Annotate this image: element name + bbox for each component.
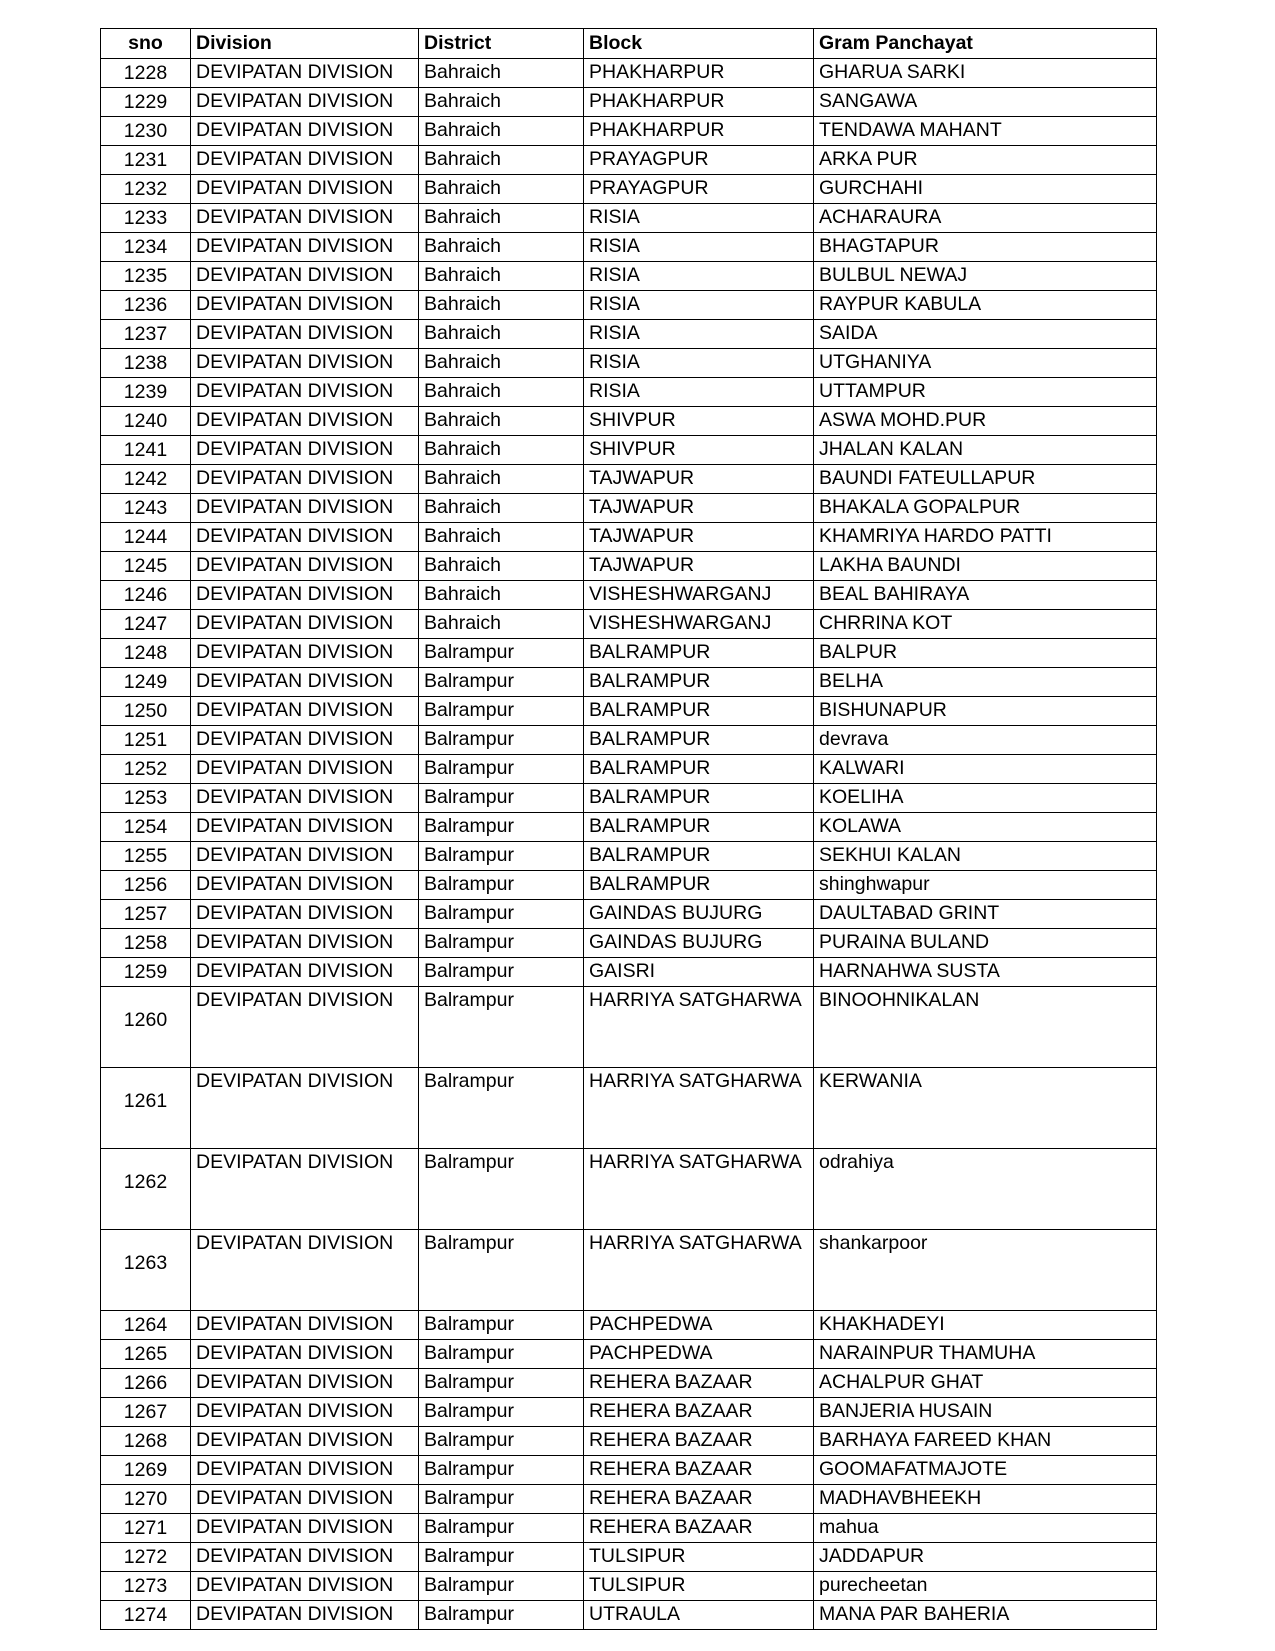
cell-sno: 1236: [101, 291, 191, 320]
cell-block: TULSIPUR: [584, 1543, 814, 1572]
cell-block: PRAYAGPUR: [584, 146, 814, 175]
table-row: [101, 929, 1157, 958]
cell-block: PACHPEDWA: [584, 1340, 814, 1369]
cell-block: BALRAMPUR: [584, 755, 814, 784]
cell-division: DEVIPATAN DIVISION: [191, 842, 419, 871]
cell-sno: 1271: [101, 1514, 191, 1543]
table-row: [101, 1485, 1157, 1514]
cell-gram-panchayat: ACHALPUR GHAT: [814, 1369, 1157, 1398]
cell-division: DEVIPATAN DIVISION: [191, 262, 419, 291]
cell-sno: 1265: [101, 1340, 191, 1369]
cell-gram-panchayat: KERWANIA: [814, 1068, 1157, 1149]
cell-sno: 1254: [101, 813, 191, 842]
cell-sno: 1235: [101, 262, 191, 291]
cell-gram-panchayat: SAIDA: [814, 320, 1157, 349]
cell-sno: 1229: [101, 88, 191, 117]
cell-block: RISIA: [584, 320, 814, 349]
cell-sno: 1241: [101, 436, 191, 465]
cell-block: RISIA: [584, 262, 814, 291]
cell-block: RISIA: [584, 233, 814, 262]
cell-gram-panchayat: ACHARAURA: [814, 204, 1157, 233]
cell-district: Balrampur: [419, 900, 584, 929]
cell-division: DEVIPATAN DIVISION: [191, 291, 419, 320]
table-row: [101, 349, 1157, 378]
cell-sno: 1257: [101, 900, 191, 929]
cell-gram-panchayat: GURCHAHI: [814, 175, 1157, 204]
cell-division: DEVIPATAN DIVISION: [191, 1230, 419, 1311]
cell-district: Bahraich: [419, 262, 584, 291]
cell-gram-panchayat: mahua: [814, 1514, 1157, 1543]
cell-district: Bahraich: [419, 465, 584, 494]
cell-gram-panchayat: devrava: [814, 726, 1157, 755]
cell-division: DEVIPATAN DIVISION: [191, 1149, 419, 1230]
cell-block: TAJWAPUR: [584, 465, 814, 494]
cell-division: DEVIPATAN DIVISION: [191, 204, 419, 233]
cell-division: DEVIPATAN DIVISION: [191, 1543, 419, 1572]
table-row: [101, 1340, 1157, 1369]
table-row: [101, 784, 1157, 813]
cell-district: Balrampur: [419, 668, 584, 697]
cell-gram-panchayat: UTGHANIYA: [814, 349, 1157, 378]
cell-district: Balrampur: [419, 755, 584, 784]
cell-sno: 1240: [101, 407, 191, 436]
cell-district: Bahraich: [419, 378, 584, 407]
cell-district: Balrampur: [419, 1068, 584, 1149]
cell-division: DEVIPATAN DIVISION: [191, 146, 419, 175]
table-row: [101, 175, 1157, 204]
cell-gram-panchayat: SANGAWA: [814, 88, 1157, 117]
cell-district: Balrampur: [419, 639, 584, 668]
cell-gram-panchayat: BINOOHNIKALAN: [814, 987, 1157, 1068]
table-row: [101, 262, 1157, 291]
cell-block: BALRAMPUR: [584, 871, 814, 900]
cell-district: Balrampur: [419, 1572, 584, 1601]
cell-sno: 1253: [101, 784, 191, 813]
gram-panchayat-table: [100, 28, 1157, 1630]
table-row: [101, 1230, 1157, 1311]
cell-division: DEVIPATAN DIVISION: [191, 1572, 419, 1601]
cell-district: Balrampur: [419, 1485, 584, 1514]
cell-gram-panchayat: MADHAVBHEEKH: [814, 1485, 1157, 1514]
cell-gram-panchayat: BANJERIA HUSAIN: [814, 1398, 1157, 1427]
cell-block: HARRIYA SATGHARWA: [584, 1149, 814, 1230]
cell-district: Balrampur: [419, 1311, 584, 1340]
table-row: [101, 697, 1157, 726]
cell-sno: 1247: [101, 610, 191, 639]
cell-sno: 1259: [101, 958, 191, 987]
cell-gram-panchayat: RAYPUR KABULA: [814, 291, 1157, 320]
cell-district: Balrampur: [419, 697, 584, 726]
table-row: [101, 1149, 1157, 1230]
cell-district: Bahraich: [419, 233, 584, 262]
cell-district: Bahraich: [419, 349, 584, 378]
cell-district: Bahraich: [419, 88, 584, 117]
cell-division: DEVIPATAN DIVISION: [191, 233, 419, 262]
cell-block: GAISRI: [584, 958, 814, 987]
cell-division: DEVIPATAN DIVISION: [191, 59, 419, 88]
cell-gram-panchayat: NARAINPUR THAMUHA: [814, 1340, 1157, 1369]
cell-division: DEVIPATAN DIVISION: [191, 987, 419, 1068]
cell-division: DEVIPATAN DIVISION: [191, 639, 419, 668]
cell-block: VISHESHWARGANJ: [584, 581, 814, 610]
cell-gram-panchayat: GHARUA SARKI: [814, 59, 1157, 88]
cell-district: Bahraich: [419, 175, 584, 204]
cell-block: REHERA BAZAAR: [584, 1456, 814, 1485]
table-row: [101, 291, 1157, 320]
cell-sno: 1234: [101, 233, 191, 262]
cell-division: DEVIPATAN DIVISION: [191, 1340, 419, 1369]
table-row: [101, 1601, 1157, 1630]
cell-sno: 1260: [101, 987, 191, 1068]
cell-gram-panchayat: BEAL BAHIRAYA: [814, 581, 1157, 610]
table-row: [101, 407, 1157, 436]
cell-division: DEVIPATAN DIVISION: [191, 668, 419, 697]
cell-district: Balrampur: [419, 784, 584, 813]
cell-gram-panchayat: odrahiya: [814, 1149, 1157, 1230]
cell-block: RISIA: [584, 204, 814, 233]
cell-block: BALRAMPUR: [584, 639, 814, 668]
cell-division: DEVIPATAN DIVISION: [191, 494, 419, 523]
cell-division: DEVIPATAN DIVISION: [191, 813, 419, 842]
table-row: [101, 639, 1157, 668]
table-header: [101, 29, 1157, 59]
table-row: [101, 88, 1157, 117]
cell-sno: 1230: [101, 117, 191, 146]
cell-sno: 1252: [101, 755, 191, 784]
cell-gram-panchayat: KOLAWA: [814, 813, 1157, 842]
cell-district: Balrampur: [419, 1398, 584, 1427]
cell-sno: 1262: [101, 1149, 191, 1230]
table-row: [101, 581, 1157, 610]
cell-sno: 1249: [101, 668, 191, 697]
table-row: [101, 320, 1157, 349]
cell-gram-panchayat: ARKA PUR: [814, 146, 1157, 175]
cell-gram-panchayat: BALPUR: [814, 639, 1157, 668]
cell-gram-panchayat: KALWARI: [814, 755, 1157, 784]
cell-division: DEVIPATAN DIVISION: [191, 1514, 419, 1543]
cell-district: Bahraich: [419, 204, 584, 233]
table-row: [101, 668, 1157, 697]
cell-sno: 1238: [101, 349, 191, 378]
cell-gram-panchayat: CHRRINA KOT: [814, 610, 1157, 639]
table-row: [101, 117, 1157, 146]
cell-block: SHIVPUR: [584, 436, 814, 465]
cell-sno: 1244: [101, 523, 191, 552]
cell-sno: 1232: [101, 175, 191, 204]
table-row: [101, 900, 1157, 929]
cell-division: DEVIPATAN DIVISION: [191, 1601, 419, 1630]
cell-block: VISHESHWARGANJ: [584, 610, 814, 639]
cell-block: TAJWAPUR: [584, 523, 814, 552]
cell-division: DEVIPATAN DIVISION: [191, 523, 419, 552]
cell-block: REHERA BAZAAR: [584, 1398, 814, 1427]
cell-division: DEVIPATAN DIVISION: [191, 929, 419, 958]
table-container: [100, 28, 1156, 1630]
cell-gram-panchayat: PURAINA BULAND: [814, 929, 1157, 958]
cell-block: GAINDAS BUJURG: [584, 900, 814, 929]
cell-sno: 1228: [101, 59, 191, 88]
cell-district: Balrampur: [419, 1230, 584, 1311]
cell-district: Bahraich: [419, 291, 584, 320]
cell-block: BALRAMPUR: [584, 697, 814, 726]
cell-division: DEVIPATAN DIVISION: [191, 88, 419, 117]
cell-sno: 1270: [101, 1485, 191, 1514]
cell-district: Balrampur: [419, 871, 584, 900]
cell-block: BALRAMPUR: [584, 668, 814, 697]
cell-division: DEVIPATAN DIVISION: [191, 1427, 419, 1456]
cell-gram-panchayat: HARNAHWA SUSTA: [814, 958, 1157, 987]
cell-district: Bahraich: [419, 581, 584, 610]
cell-district: Bahraich: [419, 436, 584, 465]
cell-sno: 1258: [101, 929, 191, 958]
table-row: [101, 59, 1157, 88]
cell-block: RISIA: [584, 378, 814, 407]
cell-district: Balrampur: [419, 958, 584, 987]
table-row: [101, 436, 1157, 465]
cell-gram-panchayat: ASWA MOHD.PUR: [814, 407, 1157, 436]
cell-sno: 1255: [101, 842, 191, 871]
cell-block: TAJWAPUR: [584, 494, 814, 523]
cell-division: DEVIPATAN DIVISION: [191, 1456, 419, 1485]
cell-block: BALRAMPUR: [584, 726, 814, 755]
table-row: [101, 610, 1157, 639]
table-row: [101, 552, 1157, 581]
cell-block: HARRIYA SATGHARWA: [584, 1230, 814, 1311]
header-row: [101, 29, 1157, 59]
cell-district: Balrampur: [419, 1601, 584, 1630]
cell-district: Bahraich: [419, 59, 584, 88]
table-row: [101, 233, 1157, 262]
cell-district: Bahraich: [419, 494, 584, 523]
table-row: [101, 755, 1157, 784]
table-row: [101, 204, 1157, 233]
table-row: [101, 813, 1157, 842]
table-row: [101, 1427, 1157, 1456]
cell-block: SHIVPUR: [584, 407, 814, 436]
cell-district: Bahraich: [419, 320, 584, 349]
cell-gram-panchayat: BARHAYA FAREED KHAN: [814, 1427, 1157, 1456]
cell-gram-panchayat: BHAKALA GOPALPUR: [814, 494, 1157, 523]
cell-sno: 1233: [101, 204, 191, 233]
cell-division: DEVIPATAN DIVISION: [191, 958, 419, 987]
cell-gram-panchayat: TENDAWA MAHANT: [814, 117, 1157, 146]
table-row: [101, 987, 1157, 1068]
cell-district: Bahraich: [419, 552, 584, 581]
cell-block: REHERA BAZAAR: [584, 1514, 814, 1543]
cell-district: Balrampur: [419, 1427, 584, 1456]
cell-block: RISIA: [584, 291, 814, 320]
column-header-sno: sno: [101, 29, 191, 59]
cell-sno: 1239: [101, 378, 191, 407]
cell-division: DEVIPATAN DIVISION: [191, 784, 419, 813]
cell-sno: 1272: [101, 1543, 191, 1572]
cell-district: Balrampur: [419, 726, 584, 755]
cell-sno: 1237: [101, 320, 191, 349]
cell-sno: 1231: [101, 146, 191, 175]
table-row: [101, 494, 1157, 523]
cell-sno: 1267: [101, 1398, 191, 1427]
column-header-gram-panchayat: Gram Panchayat: [814, 29, 1157, 59]
cell-sno: 1266: [101, 1369, 191, 1398]
cell-gram-panchayat: MANA PAR BAHERIA: [814, 1601, 1157, 1630]
cell-division: DEVIPATAN DIVISION: [191, 320, 419, 349]
cell-district: Balrampur: [419, 842, 584, 871]
cell-gram-panchayat: shinghwapur: [814, 871, 1157, 900]
cell-sno: 1256: [101, 871, 191, 900]
cell-gram-panchayat: JHALAN KALAN: [814, 436, 1157, 465]
cell-block: PHAKHARPUR: [584, 117, 814, 146]
cell-division: DEVIPATAN DIVISION: [191, 465, 419, 494]
cell-gram-panchayat: purecheetan: [814, 1572, 1157, 1601]
cell-district: Balrampur: [419, 987, 584, 1068]
cell-gram-panchayat: SEKHUI KALAN: [814, 842, 1157, 871]
cell-district: Bahraich: [419, 407, 584, 436]
cell-division: DEVIPATAN DIVISION: [191, 436, 419, 465]
table-row: [101, 842, 1157, 871]
cell-gram-panchayat: BAUNDI FATEULLAPUR: [814, 465, 1157, 494]
cell-sno: 1263: [101, 1230, 191, 1311]
cell-division: DEVIPATAN DIVISION: [191, 871, 419, 900]
cell-district: Bahraich: [419, 610, 584, 639]
cell-district: Balrampur: [419, 1149, 584, 1230]
cell-block: PACHPEDWA: [584, 1311, 814, 1340]
cell-block: HARRIYA SATGHARWA: [584, 1068, 814, 1149]
cell-gram-panchayat: LAKHA BAUNDI: [814, 552, 1157, 581]
cell-division: DEVIPATAN DIVISION: [191, 610, 419, 639]
cell-block: TULSIPUR: [584, 1572, 814, 1601]
table-row: [101, 1456, 1157, 1485]
column-header-district: District: [419, 29, 584, 59]
cell-district: Balrampur: [419, 1340, 584, 1369]
column-header-division: Division: [191, 29, 419, 59]
cell-block: PRAYAGPUR: [584, 175, 814, 204]
cell-sno: 1261: [101, 1068, 191, 1149]
cell-district: Balrampur: [419, 1543, 584, 1572]
cell-block: REHERA BAZAAR: [584, 1485, 814, 1514]
cell-division: DEVIPATAN DIVISION: [191, 581, 419, 610]
cell-sno: 1242: [101, 465, 191, 494]
cell-division: DEVIPATAN DIVISION: [191, 1485, 419, 1514]
cell-block: BALRAMPUR: [584, 784, 814, 813]
cell-district: Bahraich: [419, 146, 584, 175]
cell-division: DEVIPATAN DIVISION: [191, 117, 419, 146]
cell-sno: 1269: [101, 1456, 191, 1485]
table-row: [101, 871, 1157, 900]
cell-gram-panchayat: KHAKHADEYI: [814, 1311, 1157, 1340]
cell-district: Balrampur: [419, 1456, 584, 1485]
cell-division: DEVIPATAN DIVISION: [191, 378, 419, 407]
cell-division: DEVIPATAN DIVISION: [191, 755, 419, 784]
cell-district: Bahraich: [419, 117, 584, 146]
cell-gram-panchayat: KOELIHA: [814, 784, 1157, 813]
cell-division: DEVIPATAN DIVISION: [191, 1311, 419, 1340]
cell-division: DEVIPATAN DIVISION: [191, 349, 419, 378]
cell-sno: 1264: [101, 1311, 191, 1340]
cell-gram-panchayat: shankarpoor: [814, 1230, 1157, 1311]
cell-gram-panchayat: UTTAMPUR: [814, 378, 1157, 407]
cell-division: DEVIPATAN DIVISION: [191, 1068, 419, 1149]
cell-gram-panchayat: BISHUNAPUR: [814, 697, 1157, 726]
table-row: [101, 146, 1157, 175]
cell-district: Balrampur: [419, 1514, 584, 1543]
cell-gram-panchayat: BELHA: [814, 668, 1157, 697]
cell-gram-panchayat: BULBUL NEWAJ: [814, 262, 1157, 291]
table-row: [101, 1311, 1157, 1340]
cell-division: DEVIPATAN DIVISION: [191, 726, 419, 755]
cell-block: BALRAMPUR: [584, 813, 814, 842]
cell-sno: 1245: [101, 552, 191, 581]
cell-division: DEVIPATAN DIVISION: [191, 1369, 419, 1398]
table-row: [101, 378, 1157, 407]
cell-block: UTRAULA: [584, 1601, 814, 1630]
table-row: [101, 958, 1157, 987]
cell-sno: 1243: [101, 494, 191, 523]
cell-division: DEVIPATAN DIVISION: [191, 1398, 419, 1427]
cell-sno: 1246: [101, 581, 191, 610]
cell-block: GAINDAS BUJURG: [584, 929, 814, 958]
table-row: [101, 1543, 1157, 1572]
cell-division: DEVIPATAN DIVISION: [191, 697, 419, 726]
cell-gram-panchayat: JADDAPUR: [814, 1543, 1157, 1572]
table-row: [101, 1068, 1157, 1149]
table-row: [101, 1572, 1157, 1601]
cell-sno: 1251: [101, 726, 191, 755]
table-row: [101, 523, 1157, 552]
cell-block: REHERA BAZAAR: [584, 1369, 814, 1398]
cell-gram-panchayat: GOOMAFATMAJOTE: [814, 1456, 1157, 1485]
cell-block: RISIA: [584, 349, 814, 378]
cell-district: Balrampur: [419, 813, 584, 842]
cell-sno: 1268: [101, 1427, 191, 1456]
cell-district: Bahraich: [419, 523, 584, 552]
cell-division: DEVIPATAN DIVISION: [191, 407, 419, 436]
table-row: [101, 726, 1157, 755]
cell-block: HARRIYA SATGHARWA: [584, 987, 814, 1068]
cell-block: PHAKHARPUR: [584, 88, 814, 117]
cell-district: Balrampur: [419, 1369, 584, 1398]
table-row: [101, 1398, 1157, 1427]
cell-gram-panchayat: KHAMRIYA HARDO PATTI: [814, 523, 1157, 552]
cell-sno: 1250: [101, 697, 191, 726]
cell-sno: 1273: [101, 1572, 191, 1601]
table-row: [101, 1514, 1157, 1543]
cell-gram-panchayat: DAULTABAD GRINT: [814, 900, 1157, 929]
cell-block: PHAKHARPUR: [584, 59, 814, 88]
table-body: [101, 59, 1157, 1630]
column-header-block: Block: [584, 29, 814, 59]
cell-sno: 1274: [101, 1601, 191, 1630]
cell-gram-panchayat: BHAGTAPUR: [814, 233, 1157, 262]
cell-block: BALRAMPUR: [584, 842, 814, 871]
cell-division: DEVIPATAN DIVISION: [191, 900, 419, 929]
cell-division: DEVIPATAN DIVISION: [191, 175, 419, 204]
table-row: [101, 1369, 1157, 1398]
cell-district: Balrampur: [419, 929, 584, 958]
cell-block: REHERA BAZAAR: [584, 1427, 814, 1456]
cell-sno: 1248: [101, 639, 191, 668]
cell-block: TAJWAPUR: [584, 552, 814, 581]
table-row: [101, 465, 1157, 494]
cell-division: DEVIPATAN DIVISION: [191, 552, 419, 581]
